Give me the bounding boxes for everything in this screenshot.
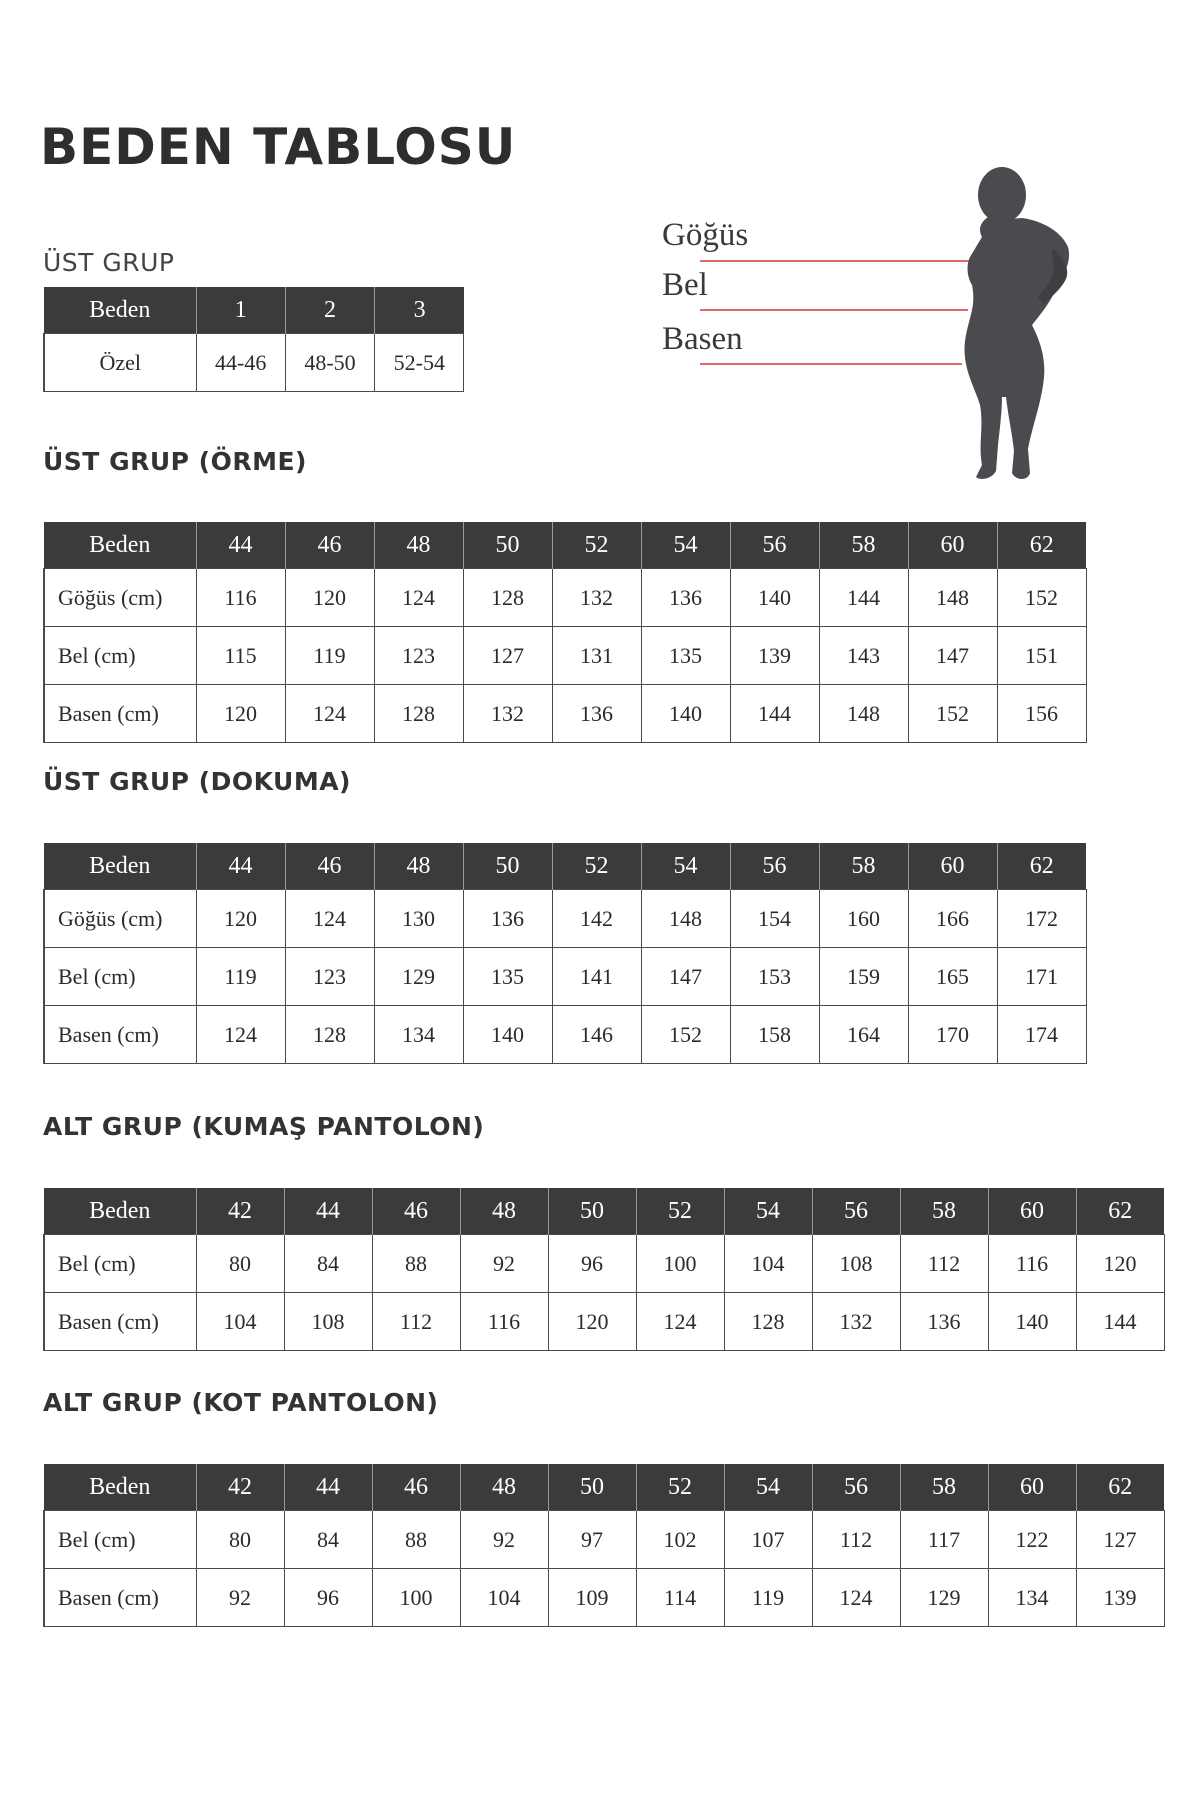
header-cell-size: 60: [988, 1188, 1076, 1235]
figure-line-basen: [700, 363, 962, 365]
header-cell-beden: Beden: [44, 522, 196, 569]
row-label: Göğüs (cm): [44, 569, 196, 627]
measurement-cell: 172: [997, 890, 1086, 948]
measurement-cell: 124: [285, 890, 374, 948]
header-cell-size: 58: [819, 522, 908, 569]
measurement-cell: 97: [548, 1511, 636, 1569]
measurement-cell: 117: [900, 1511, 988, 1569]
measurement-cell: 124: [196, 1006, 285, 1064]
measurement-cell: 122: [988, 1511, 1076, 1569]
measurement-cell: 44-46: [196, 334, 285, 392]
measurement-cell: 52-54: [375, 334, 464, 392]
header-cell-size: 56: [812, 1464, 900, 1511]
measurement-cell: 152: [908, 685, 997, 743]
measurement-cell: 92: [460, 1511, 548, 1569]
measurement-cell: 140: [988, 1293, 1076, 1351]
row-label: Bel (cm): [44, 1235, 196, 1293]
measurement-cell: 143: [819, 627, 908, 685]
measurement-cell: 108: [284, 1293, 372, 1351]
measurement-cell: 144: [730, 685, 819, 743]
measurement-cell: 120: [548, 1293, 636, 1351]
header-cell-size: 60: [908, 522, 997, 569]
measurement-cell: 124: [374, 569, 463, 627]
measurement-cell: 174: [997, 1006, 1086, 1064]
measurement-cell: 140: [463, 1006, 552, 1064]
header-cell-size: 52: [636, 1188, 724, 1235]
measurement-cell: 136: [463, 890, 552, 948]
header-cell-size: 52: [636, 1464, 724, 1511]
measurement-cell: 153: [730, 948, 819, 1006]
table-header-row: [44, 287, 464, 334]
measurement-cell: 141: [552, 948, 641, 1006]
measurement-cell: 116: [196, 569, 285, 627]
header-cell-size: 48: [374, 843, 463, 890]
measurement-cell: 96: [284, 1569, 372, 1627]
measurement-cell: 129: [900, 1569, 988, 1627]
measurement-cell: 119: [724, 1569, 812, 1627]
measurement-cell: 104: [460, 1569, 548, 1627]
header-cell-size: 50: [548, 1188, 636, 1235]
measurement-cell: 128: [374, 685, 463, 743]
row-label: Bel (cm): [44, 627, 196, 685]
measurement-cell: 112: [812, 1511, 900, 1569]
measurement-cell: 151: [997, 627, 1086, 685]
measurement-cell: 124: [812, 1569, 900, 1627]
measurement-cell: 164: [819, 1006, 908, 1064]
header-cell-size: 1: [196, 287, 285, 334]
header-cell-size: 62: [997, 843, 1086, 890]
measurement-cell: 142: [552, 890, 641, 948]
measurement-cell: 123: [285, 948, 374, 1006]
measurement-cell: 109: [548, 1569, 636, 1627]
measurement-cell: 158: [730, 1006, 819, 1064]
table-row: [44, 334, 464, 392]
measurement-cell: 116: [460, 1293, 548, 1351]
measurement-cell: 147: [908, 627, 997, 685]
header-cell-size: 62: [1076, 1464, 1164, 1511]
row-label: Basen (cm): [44, 1006, 196, 1064]
measurement-cell: 135: [641, 627, 730, 685]
section-title-alt-grup-kot-pantolon: ALT GRUP (KOT PANTOLON): [43, 1388, 439, 1417]
measurement-cell: 132: [812, 1293, 900, 1351]
measurement-cell: 166: [908, 890, 997, 948]
header-cell-size: 60: [988, 1464, 1076, 1511]
measurement-cell: 165: [908, 948, 997, 1006]
measurement-cell: 112: [372, 1293, 460, 1351]
measurement-cell: 132: [463, 685, 552, 743]
measurement-cell: 136: [552, 685, 641, 743]
header-cell-size: 46: [285, 843, 374, 890]
size-table-ust-grup-orme: [43, 522, 1087, 743]
measurement-cell: 88: [372, 1235, 460, 1293]
header-cell-size: 42: [196, 1188, 284, 1235]
measurement-cell: 84: [284, 1235, 372, 1293]
body-measurement-figure: [650, 165, 1090, 495]
woman-silhouette-icon: [940, 165, 1080, 485]
figure-line-gogus: [700, 260, 972, 262]
header-cell-size: 48: [374, 522, 463, 569]
row-label: Bel (cm): [44, 1511, 196, 1569]
header-cell-size: 52: [552, 843, 641, 890]
figure-line-bel: [700, 309, 968, 311]
header-cell-size: 48: [460, 1188, 548, 1235]
figure-label-bel: Bel: [662, 267, 708, 303]
measurement-cell: 80: [196, 1235, 284, 1293]
measurement-cell: 144: [819, 569, 908, 627]
table-header-row: [44, 843, 1086, 890]
header-cell-size: 58: [900, 1464, 988, 1511]
measurement-cell: 107: [724, 1511, 812, 1569]
measurement-cell: 102: [636, 1511, 724, 1569]
measurement-cell: 123: [374, 627, 463, 685]
measurement-cell: 100: [636, 1235, 724, 1293]
header-cell-size: 50: [463, 843, 552, 890]
header-cell-size: 44: [284, 1464, 372, 1511]
table-row: [44, 685, 1086, 743]
figure-label-gogus: Göğüs: [662, 217, 749, 253]
measurement-cell: 119: [196, 948, 285, 1006]
measurement-cell: 154: [730, 890, 819, 948]
section-title-ust-grup-orme: ÜST GRUP (ÖRME): [43, 447, 307, 476]
row-label: Bel (cm): [44, 948, 196, 1006]
measurement-cell: 128: [463, 569, 552, 627]
header-cell-beden: Beden: [44, 843, 196, 890]
table-row: [44, 890, 1086, 948]
header-cell-size: 54: [641, 843, 730, 890]
measurement-cell: 134: [988, 1569, 1076, 1627]
measurement-cell: 140: [641, 685, 730, 743]
measurement-cell: 148: [641, 890, 730, 948]
measurement-cell: 112: [900, 1235, 988, 1293]
measurement-cell: 84: [284, 1511, 372, 1569]
measurement-cell: 114: [636, 1569, 724, 1627]
header-cell-size: 54: [641, 522, 730, 569]
measurement-cell: 120: [196, 890, 285, 948]
header-cell-size: 46: [285, 522, 374, 569]
header-cell-size: 46: [372, 1188, 460, 1235]
size-table-alt-grup-kot-pantolon: [43, 1464, 1165, 1627]
measurement-cell: 170: [908, 1006, 997, 1064]
header-cell-size: 44: [196, 843, 285, 890]
measurement-cell: 92: [460, 1235, 548, 1293]
header-cell-size: 2: [285, 287, 374, 334]
header-cell-size: 62: [1076, 1188, 1164, 1235]
measurement-cell: 116: [988, 1235, 1076, 1293]
measurement-cell: 119: [285, 627, 374, 685]
header-cell-beden: Beden: [44, 287, 196, 334]
row-label: Özel: [44, 334, 196, 392]
measurement-cell: 80: [196, 1511, 284, 1569]
header-cell-size: 42: [196, 1464, 284, 1511]
table-row: [44, 1293, 1164, 1351]
measurement-cell: 115: [196, 627, 285, 685]
header-cell-size: 44: [284, 1188, 372, 1235]
figure-label-basen: Basen: [662, 321, 743, 357]
measurement-cell: 120: [285, 569, 374, 627]
section-title-ust-grup: ÜST GRUP: [43, 248, 175, 277]
measurement-cell: 152: [641, 1006, 730, 1064]
header-cell-size: 50: [548, 1464, 636, 1511]
measurement-cell: 146: [552, 1006, 641, 1064]
measurement-cell: 131: [552, 627, 641, 685]
measurement-cell: 147: [641, 948, 730, 1006]
measurement-cell: 129: [374, 948, 463, 1006]
header-cell-size: 3: [375, 287, 464, 334]
measurement-cell: 108: [812, 1235, 900, 1293]
header-cell-size: 54: [724, 1188, 812, 1235]
header-cell-size: 56: [730, 522, 819, 569]
table-row: [44, 627, 1086, 685]
measurement-cell: 120: [1076, 1235, 1164, 1293]
measurement-cell: 124: [636, 1293, 724, 1351]
section-title-ust-grup-dokuma: ÜST GRUP (DOKUMA): [43, 767, 351, 796]
size-table-ust-grup: [43, 287, 464, 392]
measurement-cell: 171: [997, 948, 1086, 1006]
measurement-cell: 130: [374, 890, 463, 948]
measurement-cell: 136: [641, 569, 730, 627]
measurement-cell: 135: [463, 948, 552, 1006]
measurement-cell: 134: [374, 1006, 463, 1064]
measurement-cell: 136: [900, 1293, 988, 1351]
row-label: Basen (cm): [44, 1569, 196, 1627]
table-header-row: [44, 522, 1086, 569]
row-label: Göğüs (cm): [44, 890, 196, 948]
measurement-cell: 120: [196, 685, 285, 743]
row-label: Basen (cm): [44, 685, 196, 743]
table-row: [44, 1006, 1086, 1064]
measurement-cell: 132: [552, 569, 641, 627]
table-row: [44, 948, 1086, 1006]
header-cell-size: 48: [460, 1464, 548, 1511]
measurement-cell: 124: [285, 685, 374, 743]
measurement-cell: 156: [997, 685, 1086, 743]
table-row: [44, 1569, 1164, 1627]
measurement-cell: 96: [548, 1235, 636, 1293]
measurement-cell: 139: [1076, 1569, 1164, 1627]
measurement-cell: 152: [997, 569, 1086, 627]
table-header-row: [44, 1464, 1164, 1511]
header-cell-size: 58: [900, 1188, 988, 1235]
measurement-cell: 128: [724, 1293, 812, 1351]
header-cell-size: 56: [730, 843, 819, 890]
table-row: [44, 569, 1086, 627]
size-table-alt-grup-kumas-pantolon: [43, 1188, 1165, 1351]
header-cell-beden: Beden: [44, 1188, 196, 1235]
size-table-ust-grup-dokuma: [43, 843, 1087, 1064]
header-cell-size: 50: [463, 522, 552, 569]
measurement-cell: 139: [730, 627, 819, 685]
table-header-row: [44, 1188, 1164, 1235]
header-cell-size: 58: [819, 843, 908, 890]
measurement-cell: 104: [724, 1235, 812, 1293]
measurement-cell: 104: [196, 1293, 284, 1351]
section-title-alt-grup-kumas-pantolon: ALT GRUP (KUMAŞ PANTOLON): [43, 1112, 485, 1141]
header-cell-size: 46: [372, 1464, 460, 1511]
header-cell-size: 52: [552, 522, 641, 569]
header-cell-beden: Beden: [44, 1464, 196, 1511]
measurement-cell: 127: [463, 627, 552, 685]
measurement-cell: 88: [372, 1511, 460, 1569]
measurement-cell: 127: [1076, 1511, 1164, 1569]
measurement-cell: 159: [819, 948, 908, 1006]
table-row: [44, 1511, 1164, 1569]
measurement-cell: 100: [372, 1569, 460, 1627]
measurement-cell: 92: [196, 1569, 284, 1627]
table-row: [44, 1235, 1164, 1293]
row-label: Basen (cm): [44, 1293, 196, 1351]
measurement-cell: 160: [819, 890, 908, 948]
measurement-cell: 148: [908, 569, 997, 627]
header-cell-size: 60: [908, 843, 997, 890]
measurement-cell: 140: [730, 569, 819, 627]
header-cell-size: 54: [724, 1464, 812, 1511]
header-cell-size: 62: [997, 522, 1086, 569]
header-cell-size: 56: [812, 1188, 900, 1235]
page-title: BEDEN TABLOSU: [40, 118, 517, 176]
header-cell-size: 44: [196, 522, 285, 569]
measurement-cell: 148: [819, 685, 908, 743]
measurement-cell: 144: [1076, 1293, 1164, 1351]
measurement-cell: 48-50: [285, 334, 374, 392]
measurement-cell: 128: [285, 1006, 374, 1064]
